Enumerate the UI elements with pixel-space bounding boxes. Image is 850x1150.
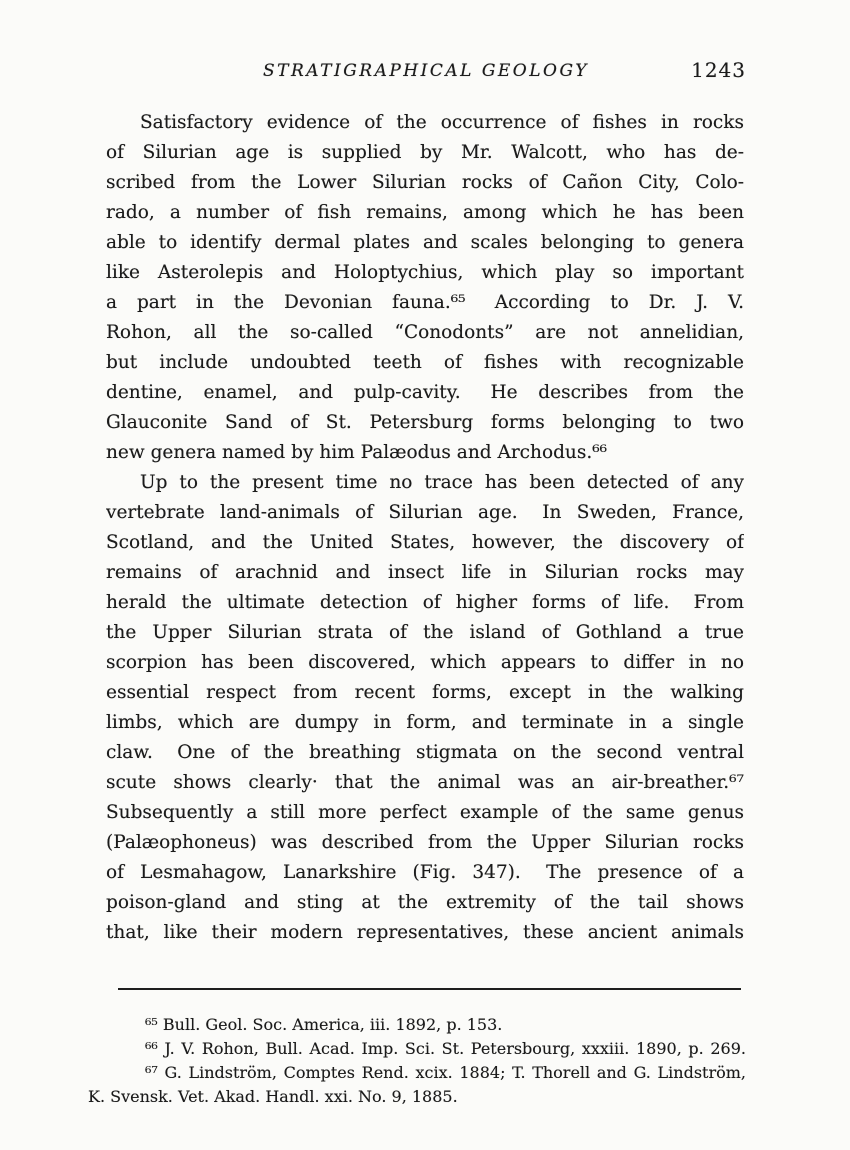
body-line: Rohon, all the so-called “Conodonts” are not annelidian, <box>106 322 744 343</box>
body-line: vertebrate land-animals of Silurian age. In Sweden, France, <box>106 502 744 523</box>
body-line: that, like their modern representatives, these ancient animals <box>106 922 744 943</box>
body-line: of Silurian age is supplied by Mr. Walcott, who has de- <box>106 142 744 163</box>
footnote-line: ⁶⁶ J. V. Rohon, Bull. Acad. Imp. Sci. St. Petersbourg, xxxiii. 1890, p. 269. <box>145 1039 746 1058</box>
body-line: but include undoubted teeth of fishes with recognizable <box>106 352 744 373</box>
body-line: essential respect from recent forms, except in the walking <box>106 682 744 703</box>
body-line: rado, a number of fish remains, among which he has been <box>106 202 744 223</box>
body-line: Satisfactory evidence of the occurrence of fishes in rocks <box>140 112 744 133</box>
footnote-line: ⁶⁵ Bull. Geol. Soc. America, iii. 1892, p. 153. <box>145 1015 503 1034</box>
body-line: new genera named by him Palæodus and Archodus.⁶⁶ <box>106 442 608 463</box>
footnote-divider <box>118 988 741 990</box>
body-line: scute shows clearly· that the animal was an air-breather.⁶⁷ <box>106 772 744 793</box>
body-line: scorpion has been discovered, which appears to differ in no <box>106 652 744 673</box>
body-line: herald the ultimate detection of higher forms of life. From <box>106 592 744 613</box>
body-line: (Palæophoneus) was described from the Upper Silurian rocks <box>106 832 744 853</box>
body-line: able to identify dermal plates and scales belonging to genera <box>106 232 744 253</box>
body-line: Scotland, and the United States, however, the discovery of <box>106 532 744 553</box>
body-line: Up to the present time no trace has been detected of any <box>140 472 744 493</box>
body-line: scribed from the Lower Silurian rocks of Cañon City, Colo- <box>106 172 744 193</box>
body-line: Glauconite Sand of St. Petersburg forms belonging to two <box>106 412 744 433</box>
page-number: 1243 <box>691 58 746 82</box>
body-line: poison-gland and sting at the extremity of the tail shows <box>106 892 744 913</box>
body-line: claw. One of the breathing stigmata on the second ventral <box>106 742 744 763</box>
footnote-line: K. Svensk. Vet. Akad. Handl. xxi. No. 9, 1885. <box>88 1087 458 1106</box>
body-line: of Lesmahagow, Lanarkshire (Fig. 347). The presence of a <box>106 862 744 883</box>
body-text <box>106 108 744 948</box>
running-title: STRATIGRAPHICAL GEOLOGY <box>263 61 589 81</box>
body-line: Subsequently a still more perfect example of the same genus <box>106 802 744 823</box>
body-line: limbs, which are dumpy in form, and terminate in a single <box>106 712 744 733</box>
footnotes <box>88 1013 746 1109</box>
running-head <box>106 58 746 84</box>
body-line: a part in the Devonian fauna.⁶⁵ According to Dr. J. V. <box>106 292 744 313</box>
body-line: dentine, enamel, and pulp-cavity. He describes from the <box>106 382 744 403</box>
body-line: the Upper Silurian strata of the island of Gothland a true <box>106 622 744 643</box>
body-line: remains of arachnid and insect life in Silurian rocks may <box>106 562 744 583</box>
body-line: like Asterolepis and Holoptychius, which play so important <box>106 262 744 283</box>
footnote-line: ⁶⁷ G. Lindström, Comptes Rend. xcix. 1884; T. Thorell and G. Lindström, <box>145 1063 746 1082</box>
